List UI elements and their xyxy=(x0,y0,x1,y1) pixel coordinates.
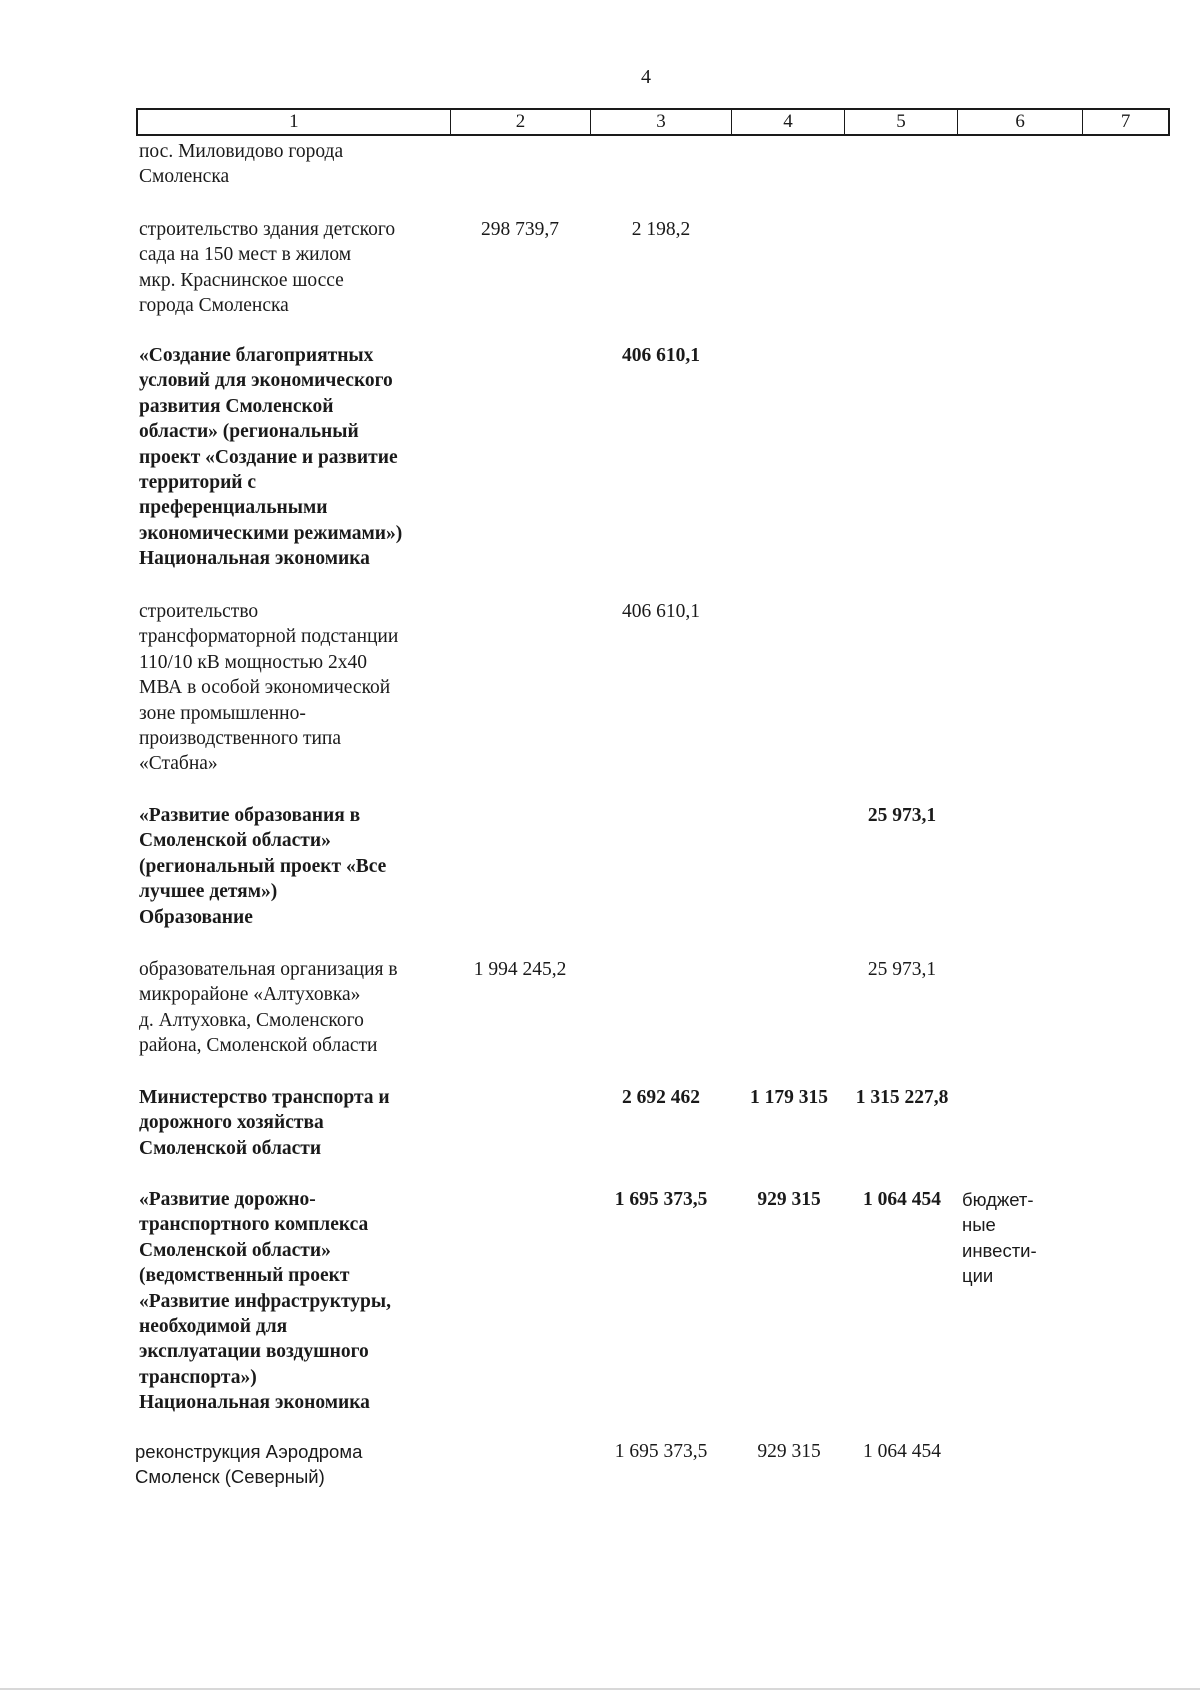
row-name-line: (ведомственный проект xyxy=(139,1265,350,1287)
row-name-line: Смоленской области» xyxy=(139,830,331,852)
column-header-7: 7 xyxy=(1120,111,1131,132)
row-name-line: Образование xyxy=(139,906,253,928)
value-col4: 929 315 xyxy=(757,1189,821,1210)
table-header xyxy=(136,108,1170,136)
row-name xyxy=(139,803,444,930)
column-header-3: 3 xyxy=(591,110,731,134)
row-name xyxy=(139,139,444,190)
row-name-line: условий для экономического xyxy=(139,370,393,392)
row-name-line: территорий с xyxy=(139,472,257,494)
value-col5: 1 315 227,8 xyxy=(855,1087,949,1108)
row-name-line: развития Смоленской xyxy=(139,395,334,417)
row-name-line: области» (региональный xyxy=(139,421,359,443)
row-name-line: лучшее детям») xyxy=(139,881,278,903)
value-col5: 25 973,1 xyxy=(867,805,937,826)
row-name-line: Смоленской области xyxy=(139,1137,322,1159)
column-header-2: 2 xyxy=(451,110,591,134)
page-number: 4 xyxy=(641,66,651,88)
row-name-line: Смоленской области» xyxy=(139,1239,331,1261)
row-name xyxy=(139,1085,444,1161)
row-name-line: «Стабна» xyxy=(139,753,218,775)
row-name-line: пос. Миловидово города xyxy=(139,141,344,162)
row-name-line: транспорта») xyxy=(139,1366,257,1388)
value-col6-line: бюджет- xyxy=(962,1189,1034,1210)
value-col3: 406 610,1 xyxy=(622,601,700,622)
scan-edge xyxy=(0,1688,1200,1690)
value-col3: 1 695 373,5 xyxy=(614,1189,708,1210)
row-name xyxy=(139,599,444,777)
column-header-4: 4 xyxy=(732,110,846,134)
row-name-line: зоне промышленно- xyxy=(139,702,306,724)
value-col3: 1 695 373,5 xyxy=(614,1441,708,1462)
row-name-line: (региональный проект «Все xyxy=(139,855,387,877)
value-col6-line: ные xyxy=(962,1214,996,1236)
row-name-line: транспортного комплекса xyxy=(139,1214,369,1236)
row-name xyxy=(135,1439,440,1490)
value-col3: 2 692 462 xyxy=(622,1087,700,1108)
row-name-line: д. Алтуховка, Смоленского xyxy=(139,1009,364,1031)
row-name-line: трансформаторной подстанции xyxy=(139,626,399,648)
value-col3: 2 198,2 xyxy=(631,219,691,240)
value-col6 xyxy=(962,1187,1062,1289)
row-name-line: строительство xyxy=(139,601,259,622)
value-col5: 1 064 454 xyxy=(863,1441,941,1462)
row-name-line: «Развитие дорожно- xyxy=(139,1189,316,1210)
column-header-1: 1 xyxy=(138,110,451,134)
value-col5: 25 973,1 xyxy=(867,959,937,980)
row-name xyxy=(139,957,444,1059)
row-name-line: Смоленска xyxy=(139,166,230,188)
row-name-line: строительство здания детского xyxy=(139,219,396,240)
value-col6-line: ции xyxy=(962,1265,994,1287)
row-name-line: мкр. Краснинское шоссе xyxy=(139,269,344,291)
row-name-line: Смоленск (Северный) xyxy=(135,1466,325,1488)
value-col2: 298 739,7 xyxy=(481,219,559,240)
value-col4: 929 315 xyxy=(757,1441,821,1462)
row-name-line: «Развитие образования в xyxy=(139,805,361,826)
row-name-line: необходимой для xyxy=(139,1316,288,1338)
column-header-6: 6 xyxy=(958,110,1084,134)
row-name-line: реконструкция Аэродрома xyxy=(135,1441,363,1462)
row-name-line: города Смоленска xyxy=(139,295,289,317)
row-name-line: «Развитие инфраструктуры, xyxy=(139,1290,391,1312)
value-col6-line: инвести- xyxy=(962,1239,1037,1261)
row-name-line: образовательная организация в xyxy=(139,959,398,980)
row-name xyxy=(139,217,444,319)
value-col3: 406 610,1 xyxy=(622,345,700,366)
row-name-line: Министерство транспорта и xyxy=(139,1087,390,1108)
row-name-line: МВА в особой экономической xyxy=(139,677,391,699)
column-header-5: 5 xyxy=(845,110,958,134)
row-name-line: микрорайоне «Алтуховка» xyxy=(139,984,361,1006)
value-col2: 1 994 245,2 xyxy=(473,959,567,980)
row-name-line: производственного типа xyxy=(139,728,341,750)
row-name-line: преференциальными xyxy=(139,497,328,519)
value-col4: 1 179 315 xyxy=(750,1087,828,1108)
row-name xyxy=(139,343,444,572)
row-name-line: Национальная экономика xyxy=(139,1392,370,1414)
row-name-line: «Создание благоприятных xyxy=(139,345,374,366)
row-name xyxy=(139,1187,444,1416)
row-name-line: сада на 150 мест в жилом xyxy=(139,244,352,266)
value-col5: 1 064 454 xyxy=(863,1189,941,1210)
row-name-line: экономическими режимами») xyxy=(139,522,403,544)
row-name-line: района, Смоленской области xyxy=(139,1035,378,1057)
row-name-line: 110/10 кВ мощностью 2х40 xyxy=(139,651,367,673)
row-name-line: Национальная экономика xyxy=(139,548,370,570)
row-name-line: эксплуатации воздушного xyxy=(139,1341,369,1363)
row-name-line: дорожного хозяйства xyxy=(139,1112,324,1134)
row-name-line: проект «Создание и развитие xyxy=(139,446,398,468)
